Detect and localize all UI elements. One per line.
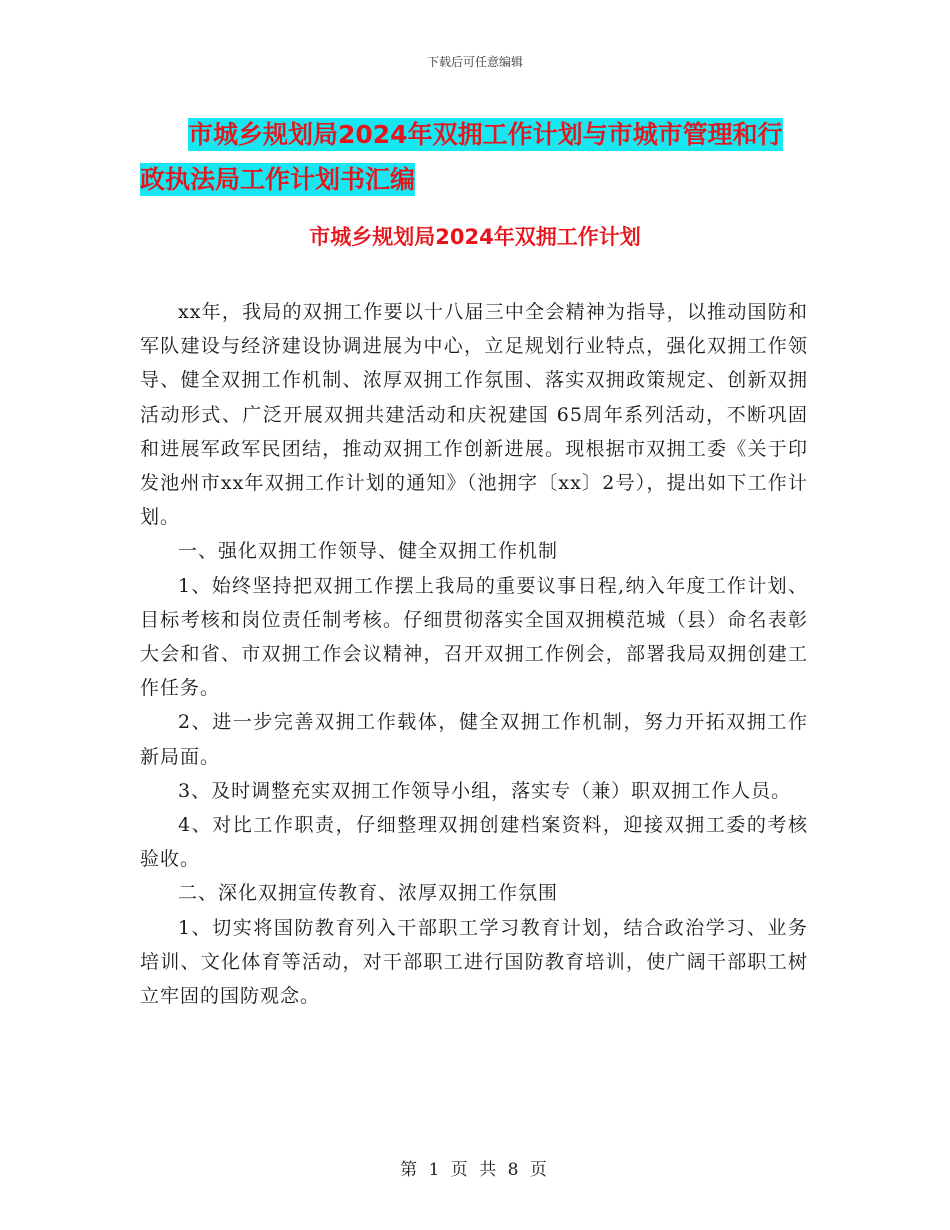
paragraph-item: 3、及时调整充实双拥工作领导小组，落实专（兼）职双拥工作人员。 (178, 779, 792, 802)
heading-section-2: 二、深化双拥宣传教育、浓厚双拥工作氛围 (178, 882, 559, 905)
document-body (140, 295, 808, 1013)
document-title (140, 112, 820, 202)
paragraph-intro: xx年，我局的双拥工作要以十八届三中全会精神为指导，以推动国防和军队建设与经济建设协调进展为中心，立足规划行业特点，强化双拥工作领导、健全双拥工作机制、浓厚双拥工作氛围、落实双拥政策规定、创新双拥活动形式、广泛开展双拥共建活动和庆祝建国 65周年系列活动，不断巩固和进展军政军民团结，推动双拥工作创新进展。现根据市双拥工委《关于印发池州市xx年双拥工作计划的通知》（池拥字〔xx〕2号），提出如下工作计划。 (140, 301, 808, 529)
paragraph-item: 4、对比工作职责，仔细整理双拥创建档案资料，迎接双拥工委的考核验收。 (140, 814, 808, 871)
document-title-line-1: 市城乡规划局2024年双拥工作计划与市城市管理和行 (188, 120, 783, 149)
header-note: 下载后可任意编辑 (426, 55, 523, 69)
section-title: 市城乡规划局2024年双拥工作计划 (309, 225, 641, 249)
document-title-line-2: 政执法局工作计划书汇编 (140, 165, 416, 194)
heading-section-1: 一、强化双拥工作领导、健全双拥工作机制 (178, 540, 559, 563)
paragraph-item: 1、切实将国防教育列入干部职工学习教育计划，结合政治学习、业务培训、文化体育等活动，对干部职工进行国防教育培训，使广阔干部职工树立牢固的国防观念。 (140, 916, 808, 1008)
paragraph-item: 2、进一步完善双拥工作载体，健全双拥工作机制，努力开拓双拥工作新局面。 (140, 711, 808, 768)
paragraph-item: 1、始终坚持把双拥工作摆上我局的重要议事日程,纳入年度工作计划、目标考核和岗位责任制考核。仔细贯彻落实全国双拥模范城（县）命名表彰大会和省、市双拥工作会议精神，召开双拥工作例会，部署我局双拥创建工作任务。 (140, 574, 808, 700)
page-footer: 第 1 页 共 8 页 (400, 1160, 550, 1180)
